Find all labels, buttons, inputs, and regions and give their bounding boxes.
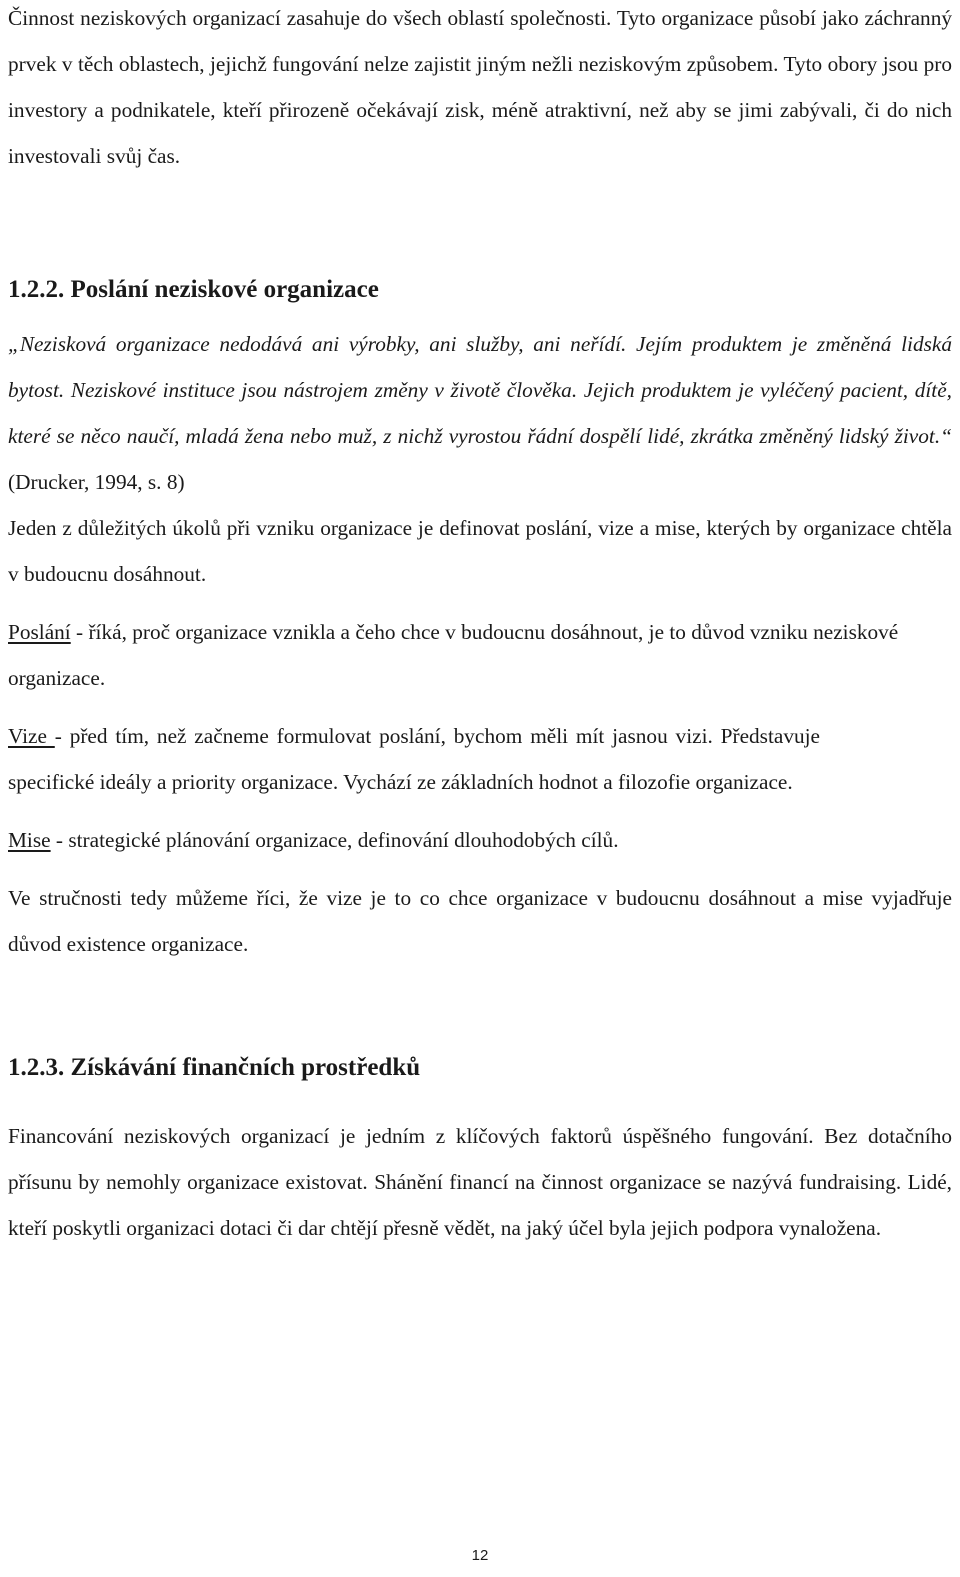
quote-citation: (Drucker, 1994, s. 8) xyxy=(8,470,185,494)
definition-mise xyxy=(8,817,952,863)
definition-poslani-text: - říká, proč organizace vznikla a čeho chce v budoucnu dosáhnout, je to důvod vzniku neziskové organizace. xyxy=(8,620,899,690)
definition-vize xyxy=(8,713,820,805)
definition-mise-text: - strategické plánování organizace, definování dlouhodobých cílů. xyxy=(50,828,619,852)
drucker-quote xyxy=(8,321,952,505)
quote-text: „Nezisková organizace nedodává ani výrobky, ani služby, ani neřídí. Jejím produktem je změněná lidská bytost. Neziskové instituce jsou nástrojem změny v životě člověka. Jejich produktem je vyléčený pacient, dítě, které se něco naučí, mladá žena nebo muž, z nichž vyrostou řádní dospělí lidé, zkrátka změněný lidský život.“ xyxy=(8,332,952,448)
definition-vize-text: - před tím, než začneme formulovat poslání, bychom měli mít jasnou vizi. Představuje specifické ideály a priority organizace. Vychází ze základních hodnot a filozofie organizace. xyxy=(8,724,821,794)
section-heading-1-2-3: 1.2.3. Získávání finančních prostředků xyxy=(8,1054,421,1081)
page-number: 12 xyxy=(471,1547,489,1564)
document-page xyxy=(8,0,952,1251)
section-heading-1-2-2: 1.2.2. Poslání neziskové organizace xyxy=(8,276,379,303)
definition-poslani xyxy=(8,609,952,701)
term-mise: Mise xyxy=(8,828,51,852)
tasks-paragraph: Jeden z důležitých úkolů při vzniku organizace je definovat poslání, vize a mise, kterých by organizace chtěla v budoucnu dosáhnout. xyxy=(8,516,952,586)
financing-paragraph: Financování neziskových organizací je jedním z klíčových faktorů úspěšného fungování. Bez dotačního přísunu by nemohly organizace existovat. Shánění financí na činnost organizace se nazývá fundraising. Lidé, kteří poskytli organizaci dotaci či dar chtějí přesně vědět, na jaký účel byla jejich podpora vynaložena. xyxy=(8,1124,952,1240)
intro-paragraph: Činnost neziskových organizací zasahuje do všech oblastí společnosti. Tyto organizace působí jako záchranný prvek v těch oblastech, jejichž fungování nelze zajistit jiným nežli neziskovým způsobem. Tyto obory jsou pro investory a podnikatele, kteří přirozeně očekávají zisk, méně atraktivní, než aby se jimi zabývali, či do nich investovali svůj čas. xyxy=(8,6,952,168)
term-poslani: Poslání xyxy=(8,620,71,644)
summary-paragraph: Ve stručnosti tedy můžeme říci, že vize je to co chce organizace v budoucnu dosáhnout a mise vyjadřuje důvod existence organizace. xyxy=(8,886,952,956)
term-vize: Vize xyxy=(8,724,55,748)
